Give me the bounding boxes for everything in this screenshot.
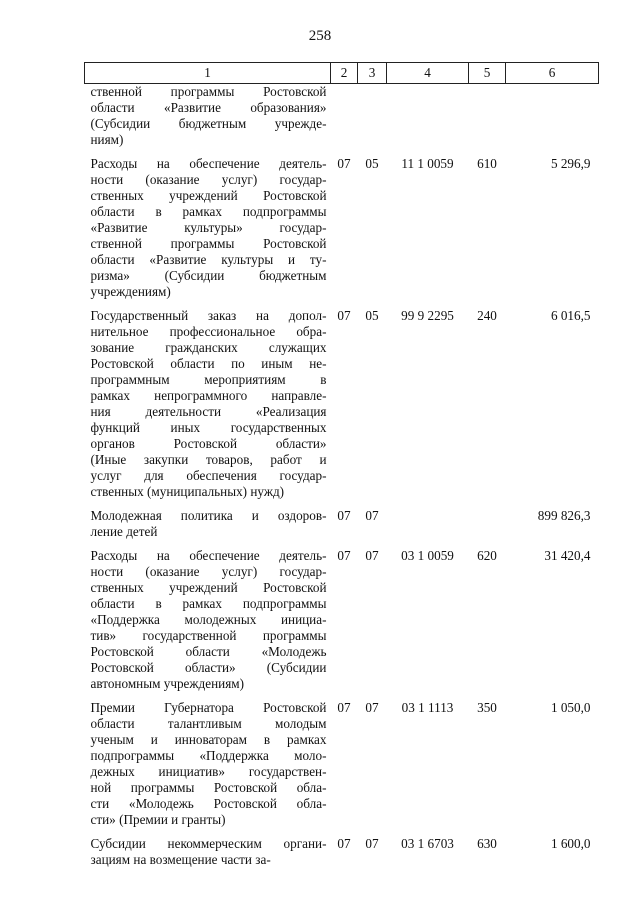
expense-type-code: 630 xyxy=(477,836,497,851)
row-description xyxy=(85,548,331,692)
description-line: Ростовской области «Молодежь xyxy=(90,644,327,659)
description-line: ственных учреждений Ростовской xyxy=(90,188,327,203)
row-spacer xyxy=(85,540,599,548)
table-row xyxy=(85,548,599,692)
row-spacer xyxy=(85,500,599,508)
description-line: области «Развитие образования» xyxy=(90,100,327,115)
description-line: тив» государственной программы xyxy=(90,628,327,643)
description-line: ности (оказание услуг) государ- xyxy=(90,564,327,579)
description-line: Расходы на обеспечение деятель- xyxy=(90,548,327,563)
description-line: функций иных государственных xyxy=(90,420,327,435)
table-row xyxy=(85,700,599,828)
amount-value xyxy=(506,84,599,149)
section-code: 07 xyxy=(337,308,351,323)
subsection-code: 07 xyxy=(365,548,379,563)
description-line: ление детей xyxy=(90,524,158,539)
amount-value: 899 826,3 xyxy=(537,508,591,523)
row-spacer xyxy=(85,828,599,836)
description-line: зование гражданских служащих xyxy=(90,340,327,355)
row-spacer xyxy=(85,300,599,308)
description-line: области «Развитие культуры и ту- xyxy=(90,252,327,267)
amount-value: 6 016,5 xyxy=(550,308,591,323)
budget-table xyxy=(84,62,599,868)
description-line: ученым и инноваторам в рамках xyxy=(90,732,327,747)
description-line: программным мероприятиям в xyxy=(90,372,327,387)
header-col-1: 1 xyxy=(85,63,331,84)
header-col-2: 2 xyxy=(331,63,358,84)
description-line: Государственный заказ на допол- xyxy=(90,308,327,323)
subsection-code: 07 xyxy=(365,836,379,851)
subsection-code: 05 xyxy=(365,308,379,323)
section-code xyxy=(331,84,358,149)
description-line: учреждениям) xyxy=(90,284,171,299)
description-line: ния деятельности «Реализация xyxy=(90,404,327,419)
description-line: ственной программы Ростовской xyxy=(90,84,327,99)
description-line: ственной программы Ростовской xyxy=(90,236,327,251)
target-article-code xyxy=(387,508,469,540)
target-article-code: 11 1 0059 xyxy=(401,156,454,171)
description-line: «Развитие культуры» государ- xyxy=(90,220,327,235)
description-line: сти» (Премии и гранты) xyxy=(90,812,226,827)
description-line: Субсидии некоммерческим органи- xyxy=(90,836,327,851)
table-row xyxy=(85,836,599,868)
description-line: Молодежная политика и оздоров- xyxy=(90,508,327,523)
description-line: ниям) xyxy=(90,132,124,147)
target-article-code: 03 1 0059 xyxy=(401,548,454,563)
description-line: дежных инициатив» государствен- xyxy=(90,764,327,779)
row-description xyxy=(85,156,331,300)
description-line: ризма» (Субсидии бюджетным xyxy=(90,268,327,283)
header-col-6: 6 xyxy=(506,63,599,84)
row-description xyxy=(85,308,331,500)
amount-value: 1 050,0 xyxy=(550,700,591,715)
description-line: сти «Молодежь Ростовской обла- xyxy=(90,796,327,811)
table-row xyxy=(85,508,599,540)
subsection-code: 07 xyxy=(365,700,379,715)
description-line: подпрограммы «Поддержка моло- xyxy=(90,748,327,763)
subsection-code: 05 xyxy=(365,156,379,171)
row-description xyxy=(85,700,331,828)
target-article-code: 03 1 1113 xyxy=(401,700,454,715)
description-line: ности (оказание услуг) государ- xyxy=(90,172,327,187)
table-header xyxy=(85,63,599,84)
header-col-3: 3 xyxy=(358,63,387,84)
description-line: ной программы Ростовской обла- xyxy=(90,780,327,795)
table-body xyxy=(85,84,599,869)
description-line: Ростовской области по иным не- xyxy=(90,356,327,371)
description-line: ственных (муниципальных) нужд) xyxy=(90,484,285,499)
row-description xyxy=(85,84,331,149)
target-article-code xyxy=(387,84,469,149)
amount-value: 5 296,9 xyxy=(550,156,591,171)
expense-type-code: 610 xyxy=(477,156,497,171)
expense-type-code: 620 xyxy=(477,548,497,563)
row-spacer xyxy=(85,148,599,156)
section-code: 07 xyxy=(337,836,351,851)
description-line: рамках непрограммного направле- xyxy=(90,388,327,403)
header-row xyxy=(85,63,599,84)
expense-type-code: 350 xyxy=(477,700,497,715)
subsection-code xyxy=(358,84,387,149)
description-line: (Субсидии бюджетным учрежде- xyxy=(90,116,327,131)
amount-value: 31 420,4 xyxy=(544,548,591,563)
target-article-code: 03 1 6703 xyxy=(401,836,454,851)
table-row xyxy=(85,84,599,149)
description-line: области в рамках подпрограммы xyxy=(90,596,327,611)
description-line: Ростовской области» (Субсидии xyxy=(90,660,327,675)
description-line: услуг для обеспечения государ- xyxy=(90,468,327,483)
table-row xyxy=(85,156,599,300)
description-line: Премии Губернатора Ростовской xyxy=(90,700,327,715)
target-article-code: 99 9 2295 xyxy=(401,308,454,323)
expense-type-code xyxy=(469,508,506,540)
amount-value: 1 600,0 xyxy=(550,836,591,851)
subsection-code: 07 xyxy=(365,508,379,523)
page-number: 258 xyxy=(308,28,332,44)
row-spacer xyxy=(85,692,599,700)
row-description xyxy=(85,508,331,540)
description-line: области талантливым молодым xyxy=(90,716,327,731)
description-line: «Поддержка молодежных инициа- xyxy=(90,612,327,627)
description-line: ственных учреждений Ростовской xyxy=(90,580,327,595)
description-line: Расходы на обеспечение деятель- xyxy=(90,156,327,171)
description-line: нительное профессиональное обра- xyxy=(90,324,327,339)
row-description xyxy=(85,836,331,868)
section-code: 07 xyxy=(337,548,351,563)
description-line: (Иные закупки товаров, работ и xyxy=(90,452,327,467)
expense-type-code: 240 xyxy=(477,308,497,323)
expense-type-code xyxy=(469,84,506,149)
header-col-4: 4 xyxy=(387,63,469,84)
section-code: 07 xyxy=(337,508,351,523)
description-line: автономным учреждениям) xyxy=(90,676,245,691)
description-line: органов Ростовской области» xyxy=(90,436,327,451)
section-code: 07 xyxy=(337,700,351,715)
description-line: области в рамках подпрограммы xyxy=(90,204,327,219)
description-line: зациям на возмещение части за- xyxy=(90,852,271,867)
table-row xyxy=(85,308,599,500)
header-col-5: 5 xyxy=(469,63,506,84)
section-code: 07 xyxy=(337,156,351,171)
